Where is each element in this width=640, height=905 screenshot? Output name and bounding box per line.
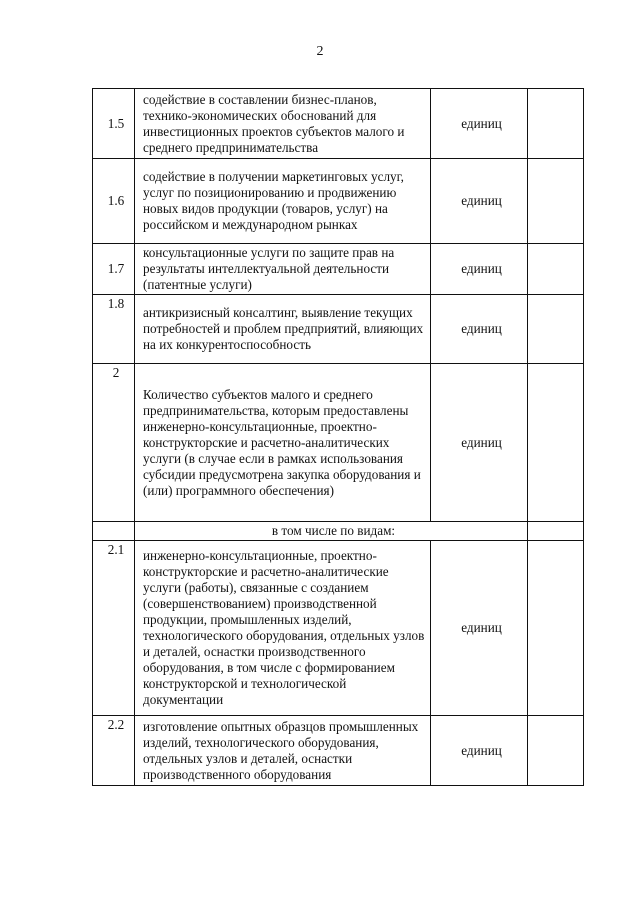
- table-row: [93, 244, 584, 295]
- row-description: консультационные услуги по защите прав на результаты интеллектуальной деятельности (патентные услуги): [135, 244, 431, 295]
- row-number: 1.7: [93, 244, 135, 295]
- row-value: [528, 244, 584, 295]
- row-description: антикризисный консалтинг, выявление текущих потребностей и проблем предприятий, влияющих на их конкурентоспособность: [135, 295, 431, 364]
- page-number: 2: [316, 44, 324, 59]
- row-value: [528, 716, 584, 786]
- row-unit: единиц: [431, 541, 528, 716]
- row-number: 1.6: [93, 159, 135, 244]
- row-unit: единиц: [431, 89, 528, 159]
- table-row: [93, 364, 584, 522]
- row-value: [528, 541, 584, 716]
- table-row: [93, 716, 584, 786]
- table-subheading: в том числе по видам:: [135, 522, 528, 541]
- row-number: 1.8: [93, 295, 135, 364]
- table-row: [93, 295, 584, 364]
- row-number: 2.2: [93, 716, 135, 786]
- row-unit: единиц: [431, 364, 528, 522]
- row-value: [528, 522, 584, 541]
- row-unit: единиц: [431, 716, 528, 786]
- table-row: [93, 89, 584, 159]
- table-row: [93, 159, 584, 244]
- row-description: содействие в получении маркетинговых услуг, услуг по позиционированию и продвижению новых видов продукции (товаров, услуг) на российском и международном рынках: [135, 159, 431, 244]
- row-description: Количество субъектов малого и среднего предпринимательства, которым предоставлены инженерно-консультационные, проектно-конструкторские и расчетно-аналитических услуги (в случае если в рамках использования субсидии предусмотрена закупка оборудования и (или) программного обеспечения): [135, 364, 431, 522]
- row-description: изготовление опытных образцов промышленных изделий, технологического оборудования, отдельных узлов и деталей, оснастки производственного оборудования: [135, 716, 431, 786]
- row-value: [528, 364, 584, 522]
- row-value: [528, 89, 584, 159]
- row-number: 2.1: [93, 541, 135, 716]
- row-unit: единиц: [431, 159, 528, 244]
- row-description: инженерно-консультационные, проектно-конструкторские и расчетно-аналитические услуги (работы), связанные с созданием (совершенствованием) производственной продукции, промышленных изделий, технологического оборудования, отдельных узлов и деталей, оснастки производственного оборудования, в том числе с формированием конструкторской и технологической документации: [135, 541, 431, 716]
- table-subheading-row: [93, 522, 584, 541]
- row-value: [528, 295, 584, 364]
- row-number: 1.5: [93, 89, 135, 159]
- row-number: 2: [93, 364, 135, 522]
- row-unit: единиц: [431, 295, 528, 364]
- table-row: [93, 541, 584, 716]
- row-value: [528, 159, 584, 244]
- row-number-empty: [93, 522, 135, 541]
- row-description: содействие в составлении бизнес-планов, технико-экономических обоснований для инвестиционных проектов субъектов малого и среднего предпринимательства: [135, 89, 431, 159]
- row-unit: единиц: [431, 244, 528, 295]
- indicators-table: [92, 88, 584, 786]
